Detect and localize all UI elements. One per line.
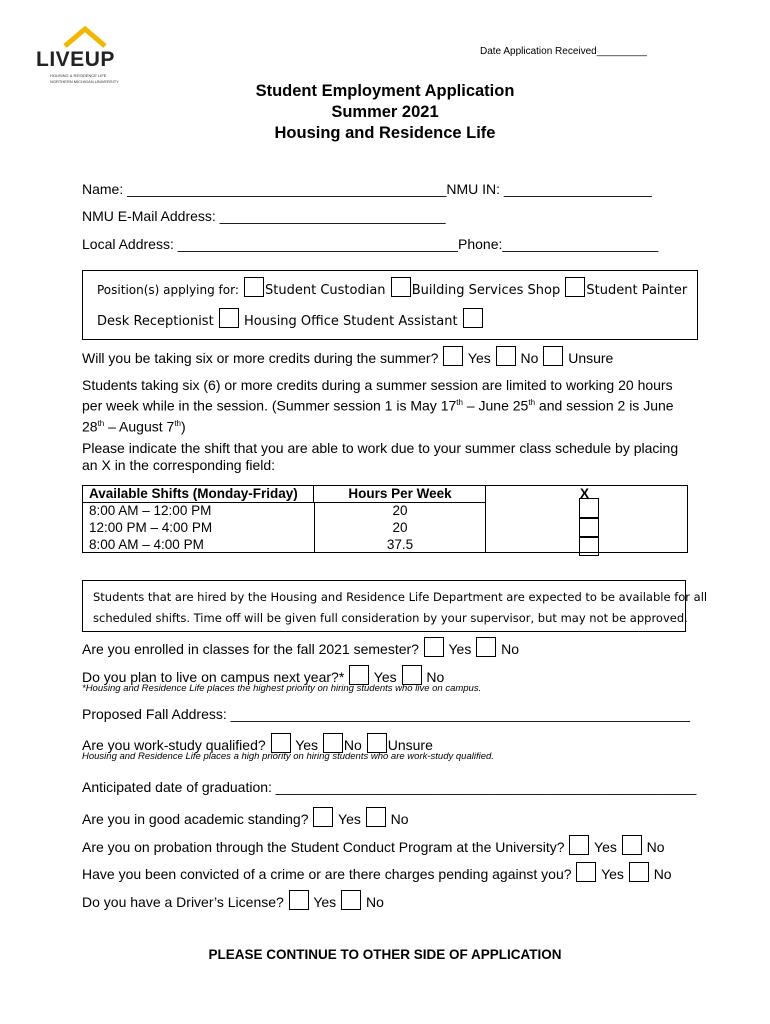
workstudy-unsure-label: Unsure [387,737,433,753]
workstudy-note: Housing and Residence Life places a high priority on hiring students who are work-study qualified. [82,751,494,762]
credits-question-row [82,346,613,366]
license-no-checkbox[interactable] [341,890,361,910]
crime-no-label: No [653,866,672,882]
header-available-shifts: Available Shifts (Monday-Friday) [89,486,298,501]
workstudy-question-row [82,733,433,753]
probation-no-checkbox[interactable] [622,835,642,855]
shift-instructions-line-2: an X in the corresponding field: [82,457,276,473]
workstudy-no-label: No [343,737,362,753]
shift-instructions-line-1: Please indicate the shift that you are able to work due to your summer class schedule by placing [82,440,679,456]
crime-yes-label: Yes [601,866,624,882]
credits-yes-checkbox[interactable] [443,346,463,366]
crime-question: Have you been convicted of a crime or are there charges pending against you? [82,866,572,882]
academic-yes-checkbox[interactable] [313,807,333,827]
workstudy-question: Are you work-study qualified? [82,737,266,753]
shift-checkbox-3[interactable] [579,536,599,556]
fall-no-checkbox[interactable] [476,637,496,657]
proposed-fall-address-field[interactable]: Proposed Fall Address: ___________________________________________________________ [82,706,691,722]
shift-time-3: 8:00 AM – 4:00 PM [89,537,204,552]
shift-instructions [82,440,678,474]
workstudy-yes-label: Yes [295,737,319,753]
workstudy-yes-checkbox[interactable] [271,733,291,753]
local-address-field[interactable]: Local Address: ____________________________________Phone:____________________ [82,236,659,252]
session-info-line-3: 28th – August 7th) [82,418,186,435]
email-field[interactable]: NMU E-Mail Address: _____________________________ [82,208,446,224]
shift-time-2: 12:00 PM – 4:00 PM [89,520,213,535]
positions-label: Position(s) applying for: [97,283,239,297]
campus-yes-label: Yes [373,669,397,685]
continue-notice: PLEASE CONTINUE TO OTHER SIDE OF APPLICATION [208,947,562,962]
shift-hours-3: 37.5 [386,537,414,552]
campus-no-label: No [426,669,445,685]
desk-checkbox[interactable] [219,308,239,328]
notice-line-1: Students that are hired by the Housing and Residence Life Department are expected to be available for all [93,590,708,604]
academic-no-label: No [390,811,409,827]
date-received: Date Application Received_________ [480,46,647,57]
fall-question: Are you enrolled in classes for the fall 2021 semester? [82,641,419,657]
painter-checkbox[interactable] [565,277,585,297]
academic-yes-label: Yes [338,811,361,827]
credits-unsure-checkbox[interactable] [543,346,563,366]
logo-up-text: UP [84,48,115,71]
title-line-2: Summer 2021 [331,103,439,121]
shift-hours-2: 20 [392,520,408,535]
probation-yes-checkbox[interactable] [569,835,589,855]
desk-label: Desk Receptionist [97,314,214,329]
license-yes-checkbox[interactable] [289,890,309,910]
notice-line-2: scheduled shifts. Time off will be given full consideration by your supervisor, but may not be approved. [93,611,688,625]
logo-tagline-1: HOUSING & RESIDENCE LIFE [50,73,107,78]
title-line-3: Housing and Residence Life [274,124,496,142]
session-info [82,377,674,435]
academic-question-row [82,807,409,827]
header-hours-per-week: Hours Per Week [348,486,452,501]
office-checkbox[interactable] [463,308,483,328]
office-label: Housing Office Student Assistant [243,314,458,329]
shifts-table [82,485,688,553]
live-up-logo [36,26,136,86]
credits-yes-label: Yes [467,350,491,366]
credits-no-checkbox[interactable] [496,346,516,366]
crime-yes-checkbox[interactable] [576,862,596,882]
painter-label: Student Painter [586,283,688,298]
shift-checkbox-2[interactable] [579,518,599,538]
probation-question-row [82,835,665,855]
credits-no-label: No [520,350,539,366]
positions-row-2 [97,308,484,329]
name-field[interactable]: Name: _________________________________________NMU IN: ___________________ [82,181,652,197]
fall-no-label: No [501,641,520,657]
credits-unsure-label: Unsure [568,350,614,366]
shift-hours-1: 20 [392,503,408,518]
fall-question-row [82,637,519,657]
campus-yes-checkbox[interactable] [349,665,369,685]
academic-question: Are you in good academic standing? [82,811,309,827]
positions-row-1 [97,277,687,298]
crime-question-row [82,862,672,882]
header-x: X [580,486,590,501]
session-info-line-1: Students taking six (6) or more credits during a summer session are limited to working 20 hours [82,377,673,393]
probation-question: Are you on probation through the Student Conduct Program at the University? [82,839,565,855]
fall-yes-label: Yes [448,641,472,657]
campus-note: *Housing and Residence Life places the highest priority on hiring students who live on campus. [82,683,482,694]
shift-time-1: 8:00 AM – 12:00 PM [89,503,212,518]
custodian-checkbox[interactable] [244,277,264,297]
probation-no-label: No [646,839,665,855]
graduation-date-field[interactable]: Anticipated date of graduation: ______________________________________________________ [82,779,697,795]
credits-question: Will you be taking six or more credits during the summer? [82,350,439,366]
roof-icon [62,26,108,48]
campus-question: Do you plan to live on campus next year?* [82,669,345,685]
license-question-row [82,890,384,910]
shop-checkbox[interactable] [391,277,411,297]
session-info-line-2: per week while in the session. (Summer session 1 is May 17th – June 25th and session 2 is June [82,397,674,414]
campus-question-row [82,665,444,685]
probation-yes-label: Yes [594,839,617,855]
campus-no-checkbox[interactable] [402,665,422,685]
custodian-label: Student Custodian [265,283,386,298]
academic-no-checkbox[interactable] [366,807,386,827]
crime-no-checkbox[interactable] [629,862,649,882]
workstudy-unsure-checkbox[interactable] [367,733,387,753]
fall-yes-checkbox[interactable] [424,637,444,657]
page-title [0,81,770,144]
license-no-label: No [365,894,384,910]
shop-label: Building Services Shop [411,283,561,298]
title-line-1: Student Employment Application [255,82,515,100]
logo-live-text: LIVE [36,48,85,71]
workstudy-no-checkbox[interactable] [323,733,343,753]
license-yes-label: Yes [313,894,337,910]
logo-tagline-2: NORTHERN MICHIGAN UNIVERSITY [50,79,119,84]
availability-notice [93,587,707,629]
license-question: Do you have a Driver’s License? [82,894,284,910]
shift-checkbox-1[interactable] [579,498,599,518]
